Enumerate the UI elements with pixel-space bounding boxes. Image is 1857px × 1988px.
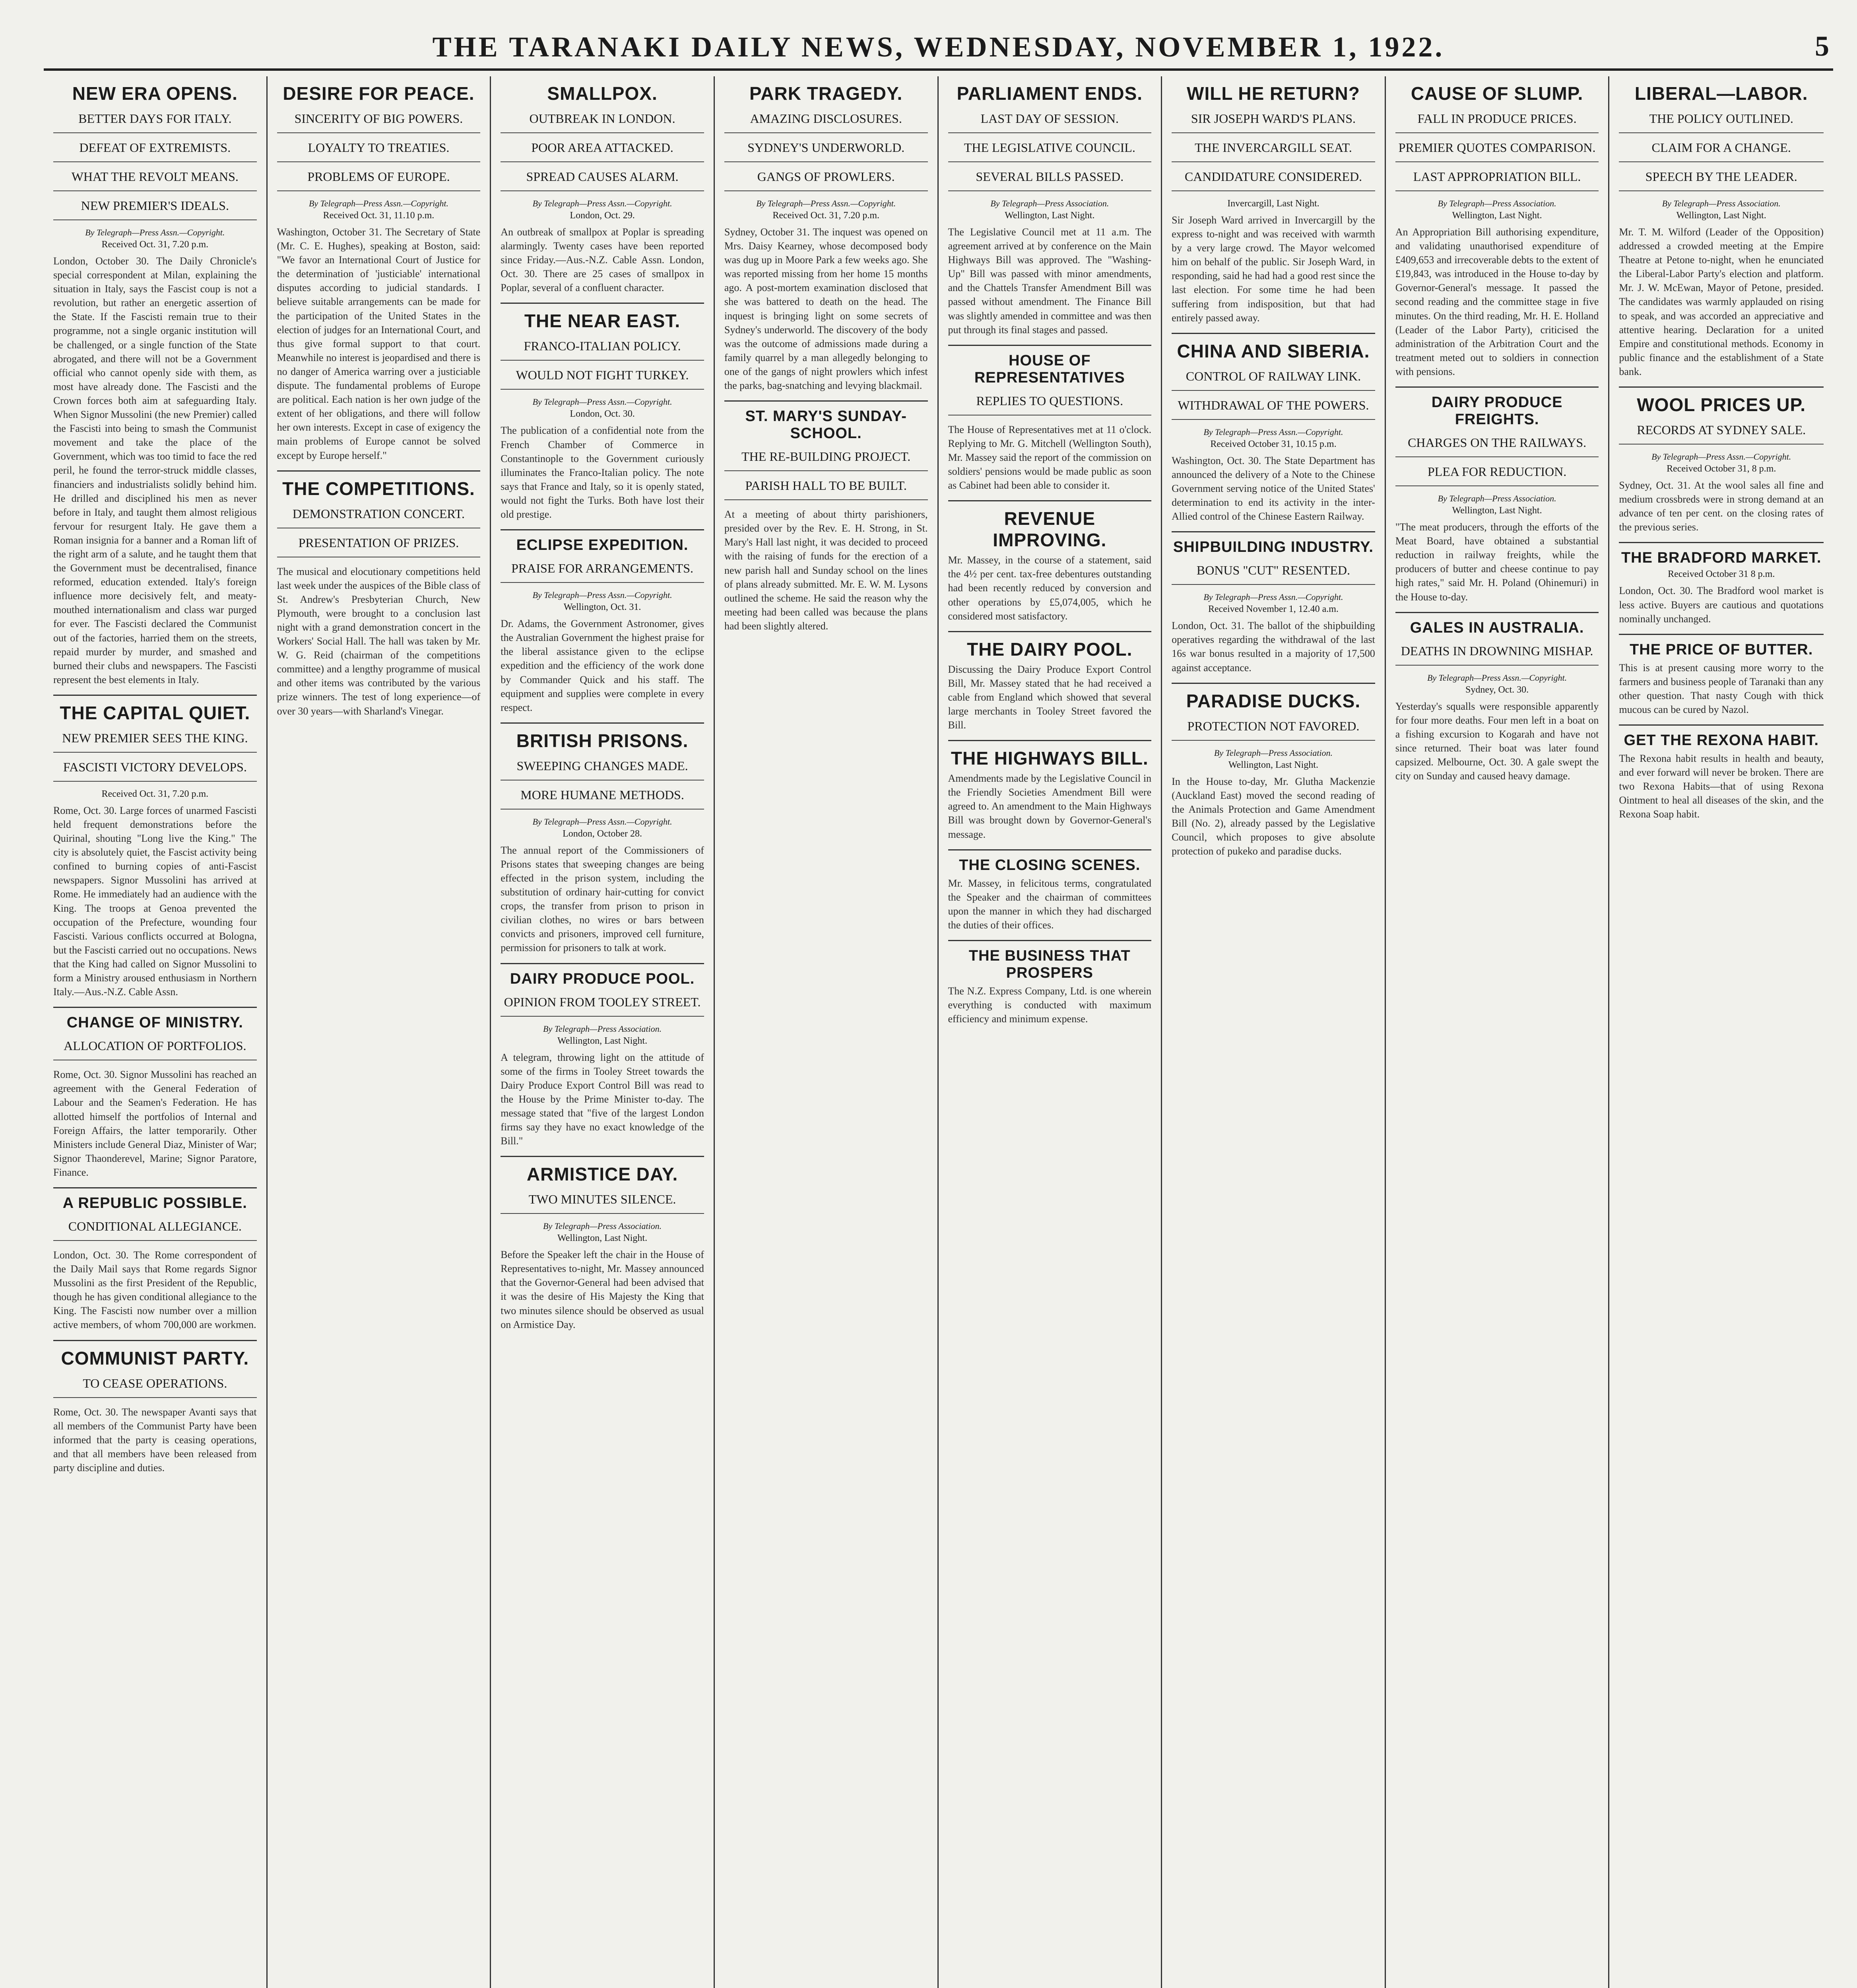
article bbox=[53, 1187, 257, 1332]
article-headline: GET THE REXONA HABIT. bbox=[1624, 732, 1819, 749]
article-body: Washington, Oct. 30. The State Department has announced the delivery of a Note to the Chinese Government serving notice of the United States' determination to end its activity in the inter-Allied control of the Chinese Eastern Railway. bbox=[1172, 454, 1375, 522]
article-divider bbox=[501, 303, 704, 304]
article-subheading: FASCISTI VICTORY DEVELOPS. bbox=[53, 760, 257, 782]
article-byline: By Telegraph—Press Association. bbox=[543, 1221, 662, 1231]
article-headline: THE BUSINESS THAT PROSPERS bbox=[968, 947, 1131, 981]
article-subheading: THE RE-BUILDING PROJECT. bbox=[724, 449, 928, 471]
article-body: "The meat producers, through the efforts of the Meat Board, have obtained a substantial reduction in railway freights, while the producers of butter and cheese continue to pay high rates," said Mr. H. Poland (Ohinemuri) in the House to-day. bbox=[1395, 521, 1599, 603]
article-body: Rome, Oct. 30. Large forces of unarmed Fascisti held frequent demonstrations before the Quirinal, shouting "Long live the King." The city is absolutely quiet, the Fascist activity being confined to burning copies of anti-Fascist newspapers. Signor Mussolini has arrived at Rome. He immediately had an audience with the King. The troops at Genoa prevented the occupation of the Prefecture, wounding four Fascisti. Various conflicts occurred at Bologna, but the Fascisti carried out no occupations. News that the King had called on Signor Mussolini to form a Ministry aroused enthusiasm in Northern Italy.—Aus.-N.Z. Cable Assn. bbox=[53, 804, 257, 998]
article-dateline: Wellington, Last Night. bbox=[557, 1035, 648, 1046]
article bbox=[948, 849, 1152, 932]
article-body: Rome, Oct. 30. Signor Mussolini has reached an agreement with the General Federation of Labour and the Seamen's Federation. He has allotted himself the portfolios of Internal and Foreign Affairs, the latter temporarily. Other Ministers include General Diaz, Minister of War; Signor Thaonderevel, Marine; Signor Paratore, Finance. bbox=[53, 1069, 257, 1178]
masthead bbox=[44, 16, 1833, 71]
article-divider bbox=[948, 345, 1152, 346]
article bbox=[1395, 83, 1599, 379]
article-subheading: CANDIDATURE CONSIDERED. bbox=[1172, 169, 1375, 191]
article-subheading: SEVERAL BILLS PASSED. bbox=[948, 169, 1152, 191]
news-column bbox=[44, 76, 268, 1988]
article-headline: DAIRY PRODUCE FREIGHTS. bbox=[1431, 394, 1563, 428]
article-divider bbox=[1619, 724, 1824, 726]
article bbox=[1395, 386, 1599, 604]
article-headline: THE BRADFORD MARKET. bbox=[1621, 549, 1822, 567]
article bbox=[501, 722, 704, 955]
article-byline: By Telegraph—Press Assn.—Copyright. bbox=[85, 227, 225, 237]
article-dateline: Sydney, Oct. 30. bbox=[1465, 684, 1529, 695]
article-subheading: CLAIM FOR A CHANGE. bbox=[1619, 140, 1824, 162]
article bbox=[53, 695, 257, 999]
article-subheading: NEW PREMIER'S IDEALS. bbox=[53, 198, 257, 220]
article-subheading: FALL IN PRODUCE PRICES. bbox=[1395, 111, 1599, 133]
article-dateline: Wellington, Last Night. bbox=[1452, 505, 1542, 516]
article-headline: GALES IN AUSTRALIA. bbox=[1410, 619, 1584, 636]
article-divider bbox=[53, 1007, 257, 1008]
article-dateline: Received Oct. 31, 7.20 p.m. bbox=[772, 210, 879, 221]
article-body: London, Oct. 30. The Bradford wool market is less active. Buyers are cautious and quotations nominally unchanged. bbox=[1619, 585, 1824, 625]
article-dateline: Received October 31, 10.15 p.m. bbox=[1210, 439, 1337, 449]
news-column bbox=[939, 76, 1162, 1988]
article-body: Before the Speaker left the chair in the House of Representatives to-night, Mr. Massey announced that the Governor-General had been advised that it was the desire of His Majesty the King that two minutes silence should be observed as usual on Armistice Day. bbox=[501, 1249, 704, 1330]
article-body: An Appropriation Bill authorising expenditure, and validating unauthorised expenditure of £409,653 and irrecoverable debts to the extent of £19,843, was introduced in the House to-day by Governor-General's message. It passed the second reading and the committee stage in five minutes. On the third reading, Mr. H. E. Holland (Leader of the Labor Party), criticised the administration of the Arbitration Court and the treatment meted out to soldiers in connection with pensions. bbox=[1395, 226, 1599, 377]
article-subheading: OPINION FROM TOOLEY STREET. bbox=[501, 995, 704, 1017]
article-divider bbox=[53, 1340, 257, 1341]
article-byline: By Telegraph—Press Assn.—Copyright. bbox=[1427, 672, 1567, 683]
news-column bbox=[1162, 76, 1386, 1988]
article-divider bbox=[1619, 634, 1824, 635]
article-byline: By Telegraph—Press Association. bbox=[1214, 747, 1333, 758]
article-body: Mr. Massey, in felicitous terms, congratulated the Speaker and the chairman of committees upon the manner in which they had discharged the duties of their offices. bbox=[948, 877, 1152, 931]
article-subheading: DEFEAT OF EXTREMISTS. bbox=[53, 140, 257, 162]
article-byline: By Telegraph—Press Assn.—Copyright. bbox=[532, 816, 672, 827]
article bbox=[1395, 612, 1599, 783]
article-body: London, Oct. 30. The Rome correspondent of the Daily Mail says that Rome regards Signor Mussolini as the first President of the Republic, though he has given conditional allegiance to the King. The Fascisti now number over a million active members, of whom 700,000 are workmen. bbox=[53, 1249, 257, 1331]
article-body: Yesterday's squalls were responsible apparently for four more deaths. Four men left in a boat on a fishing excursion to Kogarah and have not since returned. Their boat was later found capsized. Melbourne, Oct. 30. A gale swept the city on Sunday and caused heavy damage. bbox=[1395, 700, 1599, 782]
article-subheading: SYDNEY'S UNDERWORLD. bbox=[724, 140, 928, 162]
article-divider bbox=[501, 722, 704, 724]
article-subheading: SWEEPING CHANGES MADE. bbox=[501, 759, 704, 780]
article-headline: NEW ERA OPENS. bbox=[72, 83, 238, 104]
article-body: London, October 30. The Daily Chronicle's special correspondent at Milan, explaining the situation in Italy, says the Fascist coup is not a revolution, but rather an energetic assertion of the State. If the Fascisti remain true to their programme, not a single organic institution will be challenged, or a single function of the State abrogated, and there will not be a Government official who cannot openly side with them, as most have already done. The Fascisti and the Crown forces both aim at safeguarding Italy. When Signor Mussolini (the new Premier) called the Fascisti into being to smash the Communist movement and take the place of the Government, which was too timid to face the red peril, he found the terror-struck middle classes, financiers and industrialists solidly behind him. He drilled and disciplined his men as never before in Italy, and taught them almost religious fervour for resurgent Italy. He gave them a Roman insignia for a banner and a Roman lift of the right arm of a salute, and he taught them that the Government must be decentralised, finance reformed, education extended. Italy's foreign influence more decisively felt, and meaty-mouthed internationalism and class war purged for ever. The Fascisti declared the Communist out of the factories, harried them on the streets, repaid murder by murder, and smashed and burned their clubs and newspapers. The Fascisti represent the best elements in Italy. bbox=[53, 255, 257, 685]
article-dateline: Wellington, Last Night. bbox=[1676, 210, 1766, 221]
article-subheading: PRESENTATION OF PRIZES. bbox=[277, 536, 481, 557]
article-subheading: PROTECTION NOT FAVORED. bbox=[1172, 719, 1375, 741]
article-headline: CHANGE OF MINISTRY. bbox=[66, 1014, 243, 1031]
article-byline: By Telegraph—Press Assn.—Copyright. bbox=[532, 397, 672, 407]
article-divider bbox=[53, 1187, 257, 1188]
article bbox=[501, 83, 704, 295]
article-divider bbox=[1172, 333, 1375, 334]
article-headline: CAUSE OF SLUMP. bbox=[1411, 83, 1583, 104]
article-subheading: CONTROL OF RAILWAY LINK. bbox=[1172, 369, 1375, 391]
article-dateline: Wellington, Last Night. bbox=[1452, 210, 1542, 221]
article-divider bbox=[948, 631, 1152, 632]
columns bbox=[44, 76, 1833, 1988]
article-body: The Rexona habit results in health and beauty, and ever forward will never be broken. There are two Rexona Habits—that of using Rexona Ointment to heal all diseases of the skin, and the Rexona Soap habit. bbox=[1619, 753, 1824, 820]
article bbox=[1619, 634, 1824, 716]
article-headline: SHIPBUILDING INDUSTRY. bbox=[1173, 539, 1374, 556]
article-subheading: AMAZING DISCLOSURES. bbox=[724, 111, 928, 133]
article bbox=[501, 1156, 704, 1332]
article-dateline: Received October 31 8 p.m. bbox=[1668, 569, 1775, 580]
article-subheading: PROBLEMS OF EUROPE. bbox=[277, 169, 481, 191]
article-body: Sir Joseph Ward arrived in Invercargill by the express to-night and was received with warmth by a very large crowd. The Mayor welcomed him on behalf of the public. Sir Joseph Ward, in responding, said he had had a good rest since the last election. For some time he had been suffering from indisposition, but that had entirely passed away. bbox=[1172, 214, 1375, 324]
article-subheading: PRAISE FOR ARRANGEMENTS. bbox=[501, 561, 704, 583]
article bbox=[1172, 333, 1375, 523]
article bbox=[1619, 542, 1824, 625]
article-headline: THE CLOSING SCENES. bbox=[959, 856, 1141, 874]
article-dateline: Received Oct. 31, 7.20 p.m. bbox=[101, 239, 209, 250]
article-body: At a meeting of about thirty parishioners, presided over by the Rev. E. H. Strong, in St. Mary's Hall last night, it was decided to proceed with the raising of funds for the erection of a new parish hall and Sunday school on the lines of plans already submitted. Mr. E. W. M. Lysons outlined the scheme. He said the reason why the meeting had been called was because the plans had been slightly altered. bbox=[724, 509, 928, 632]
article-byline: By Telegraph—Press Assn.—Copyright. bbox=[1651, 452, 1791, 462]
article-dateline: Wellington, Oct. 31. bbox=[563, 602, 641, 613]
article-divider bbox=[501, 1156, 704, 1157]
article-subheading: GANGS OF PROWLERS. bbox=[724, 169, 928, 191]
article-divider bbox=[501, 529, 704, 530]
news-column bbox=[1386, 76, 1610, 1988]
article bbox=[948, 631, 1152, 732]
news-column bbox=[1609, 76, 1833, 1988]
article-body: Dr. Adams, the Government Astronomer, gives the Australian Government the highest praise for the liberal assistance given to the eclipse expedition and the efficiency of the work done by Commander Quick and his staff. The equipment and supplies were complete in every respect. bbox=[501, 618, 704, 713]
article-byline: By Telegraph—Press Association. bbox=[543, 1023, 662, 1034]
article-headline: SMALLPOX. bbox=[547, 83, 658, 104]
article-dateline: Received November 1, 12.40 a.m. bbox=[1208, 604, 1339, 615]
article bbox=[277, 470, 481, 718]
article-subheading: THE INVERCARGILL SEAT. bbox=[1172, 140, 1375, 162]
article-dateline: Received Oct. 31, 7.20 p.m. bbox=[101, 788, 209, 799]
article bbox=[53, 83, 257, 687]
article-headline: ECLIPSE EXPEDITION. bbox=[516, 537, 689, 554]
article-body: The House of Representatives met at 11 o'clock. Replying to Mr. G. Mitchell (Wellington South), Mr. Massey said the report of the commission on soldiers' pensions would be made public as soon as Cabinet had been able to consider it. bbox=[948, 423, 1152, 491]
article-subheading: PREMIER QUOTES COMPARISON. bbox=[1395, 140, 1599, 162]
article-subheading: ALLOCATION OF PORTFOLIOS. bbox=[53, 1039, 257, 1060]
article-divider bbox=[948, 940, 1152, 941]
article-byline: By Telegraph—Press Association. bbox=[1438, 493, 1556, 504]
article-headline: A REPUBLIC POSSIBLE. bbox=[62, 1194, 247, 1211]
article-subheading: REPLIES TO QUESTIONS. bbox=[948, 394, 1152, 415]
article-byline: By Telegraph—Press Assn.—Copyright. bbox=[1203, 592, 1343, 602]
article-body: The annual report of the Commissioners of Prisons states that sweeping changes are being effected in the prison system, including the substitution of ordinary hair-cutting for convict crops, the transfer from prison to prison in civilian clothes, no wires or bars between convicts and prisoners, improved cell furniture, permission for prisoners to talk at work. bbox=[501, 844, 704, 954]
article-dateline: Wellington, Last Night. bbox=[1005, 210, 1095, 221]
article-subheading: RECORDS AT SYDNEY SALE. bbox=[1619, 423, 1824, 445]
page-number: 5 bbox=[1815, 30, 1829, 62]
article-subheading: PARISH HALL TO BE BUILT. bbox=[724, 478, 928, 500]
article-body: An outbreak of smallpox at Poplar is spreading alarmingly. Twenty cases have been reported since Friday.—Aus.-N.Z. Cable Assn. London, Oct. 30. There are 25 cases of smallpox in Poplar, several of a confluent character. bbox=[501, 226, 704, 294]
article-subheading: LAST DAY OF SESSION. bbox=[948, 111, 1152, 133]
article-dateline: Wellington, Last Night. bbox=[557, 1233, 648, 1244]
article-divider bbox=[501, 963, 704, 964]
article bbox=[501, 529, 704, 714]
article-dateline: London, October 28. bbox=[563, 828, 642, 839]
article-headline: PARADISE DUCKS. bbox=[1186, 690, 1361, 711]
article-subheading: CHARGES ON THE RAILWAYS. bbox=[1395, 435, 1599, 457]
article-body: Amendments made by the Legislative Council in the Friendly Societies Amendment Bill were agreed to. An amendment to the Main Highways Bill was brought down by Governor-General's message. bbox=[948, 773, 1152, 840]
article-dateline: Received October 31, 8 p.m. bbox=[1667, 464, 1776, 474]
article-body: A telegram, throwing light on the attitude of some of the firms in Tooley Street towards the Dairy Produce Export Control Bill was read to the House by the Prime Minister to-day. The message stated that "five of the largest London firms say they have no exact knowledge of the Bill." bbox=[501, 1051, 704, 1147]
article-headline: COMMUNIST PARTY. bbox=[61, 1347, 249, 1369]
article-byline: By Telegraph—Press Assn.—Copyright. bbox=[756, 198, 896, 208]
article-subheading: WHAT THE REVOLT MEANS. bbox=[53, 169, 257, 191]
article-divider bbox=[1619, 542, 1824, 543]
article-subheading: THE LEGISLATIVE COUNCIL. bbox=[948, 140, 1152, 162]
article-body: The publication of a confidential note from the French Chamber of Commerce in Constantinople to the Government curiously illuminates the Franco-Italian policy. The note says that France and Italy, so it is openly stated, would not fight the Turks. Both have lost their old prestige. bbox=[501, 425, 704, 520]
article-byline: By Telegraph—Press Association. bbox=[990, 198, 1109, 208]
article-subheading: OUTBREAK IN LONDON. bbox=[501, 111, 704, 133]
article-body: This is at present causing more worry to the farmers and business people of Taranaki than any other question. That nasty Cough with thick mucous can be cured by Nazol. bbox=[1619, 662, 1824, 715]
article-subheading: SPEECH BY THE LEADER. bbox=[1619, 169, 1824, 191]
article-body: Mr. T. M. Wilford (Leader of the Opposition) addressed a crowded meeting at the Empire Theatre at Petone to-night, when he enunciated the Liberal-Labor Party's election and platform. Mr. J. W. McEwan, Mayor of Petone, presided. The candidates was warmly applauded on rising to speak, and was accorded an appreciative and attentive hearing. Declaration for a united Empire and constitutional methods. Economy in public finance and the establishment of a State bank. bbox=[1619, 226, 1824, 377]
article bbox=[948, 740, 1152, 841]
article-divider bbox=[948, 500, 1152, 501]
article bbox=[948, 500, 1152, 623]
article-body: Discussing the Dairy Produce Export Control Bill, Mr. Massey stated that he had received a cable from England which showed that several large merchants in Tooley Street favored the Bill. bbox=[948, 663, 1152, 731]
article-body: Sydney, Oct. 31. At the wool sales all fine and medium crossbreds were in strong demand at an advance of ten per cent. on the closing rates of the previous series. bbox=[1619, 480, 1824, 533]
article bbox=[1172, 683, 1375, 858]
article-divider bbox=[1395, 386, 1599, 388]
article-subheading: BETTER DAYS FOR ITALY. bbox=[53, 111, 257, 133]
article-headline: WILL HE RETURN? bbox=[1187, 83, 1360, 104]
article-headline: THE NEAR EAST. bbox=[524, 311, 681, 332]
article-divider bbox=[724, 400, 928, 402]
article-headline: THE HIGHWAYS BILL. bbox=[951, 748, 1149, 769]
article bbox=[948, 83, 1152, 337]
masthead-title: THE TARANAKI DAILY NEWS, WEDNESDAY, NOVEMBER 1, 1922. bbox=[432, 31, 1445, 63]
article-subheading: SIR JOSEPH WARD'S PLANS. bbox=[1172, 111, 1375, 133]
article-subheading: CONDITIONAL ALLEGIANCE. bbox=[53, 1219, 257, 1241]
article bbox=[1619, 83, 1824, 379]
article-subheading: THE POLICY OUTLINED. bbox=[1619, 111, 1824, 133]
article-body: The Legislative Council met at 11 a.m. The agreement arrived at by conference on the Main Highways Bill was approved. The "Washing-Up" Bill was passed with minor amendments, and the Chattels Transfer Amendment Bill was passed without amendment. The Finance Bill was slightly amended in committee and was then put through its final stages and passed. bbox=[948, 226, 1152, 336]
article-subheading: LAST APPROPRIATION BILL. bbox=[1395, 169, 1599, 191]
article bbox=[1619, 386, 1824, 534]
article-byline: By Telegraph—Press Association. bbox=[1662, 198, 1781, 208]
article-headline: PARLIAMENT ENDS. bbox=[957, 83, 1143, 104]
article-headline: THE COMPETITIONS. bbox=[282, 478, 475, 499]
article-divider bbox=[1172, 531, 1375, 532]
article-byline: By Telegraph—Press Assn.—Copyright. bbox=[532, 198, 672, 208]
article-body: In the House to-day, Mr. Glutha Mackenzie (Auckland East) moved the second reading of the Animals Protection and Game Amendment Bill (No. 2), already passed by the Legislative Council, which proposes to give absolute protection of pukeko and paradise ducks. bbox=[1172, 775, 1375, 857]
article-subheading: WOULD NOT FIGHT TURKEY. bbox=[501, 368, 704, 390]
article bbox=[277, 83, 481, 462]
article-body: The musical and elocutionary competitions held last week under the auspices of the Bible class of St. Andrew's Presbyterian Church, New Plymouth, were brought to a conclusion last night with a grand demonstration concert in the Workers' Social Hall. The hall was taken by Mr. W. G. Reid (chairman of the competitions committee) and a lengthy programme of musical and other items was contributed by the various prize winners. The test of long experience—of over 30 years—with Sharland's Vinegar. bbox=[277, 565, 481, 717]
article-subheading: POOR AREA ATTACKED. bbox=[501, 140, 704, 162]
article-subheading: LOYALTY TO TREATIES. bbox=[277, 140, 481, 162]
article bbox=[948, 940, 1152, 1026]
article-subheading: BONUS "CUT" RESENTED. bbox=[1172, 563, 1375, 585]
article-dateline: Wellington, Last Night. bbox=[1228, 759, 1318, 770]
article-headline: THE DAIRY POOL. bbox=[967, 639, 1133, 660]
news-column bbox=[268, 76, 491, 1988]
article-byline: By Telegraph—Press Assn.—Copyright. bbox=[532, 590, 672, 600]
article-subheading: TO CEASE OPERATIONS. bbox=[53, 1376, 257, 1398]
article-headline: DAIRY PRODUCE POOL. bbox=[510, 970, 695, 987]
article-byline: By Telegraph—Press Assn.—Copyright. bbox=[309, 198, 449, 208]
article-headline: LIBERAL—LABOR. bbox=[1634, 83, 1808, 104]
article-subheading: DEMONSTRATION CONCERT. bbox=[277, 507, 481, 528]
article-subheading: WITHDRAWAL OF THE POWERS. bbox=[1172, 398, 1375, 420]
article bbox=[1172, 531, 1375, 674]
article bbox=[1172, 83, 1375, 325]
article-headline: CHINA AND SIBERIA. bbox=[1177, 340, 1370, 361]
article-dateline: London, Oct. 30. bbox=[570, 409, 635, 419]
article-headline: BRITISH PRISONS. bbox=[516, 730, 689, 751]
article-headline: THE PRICE OF BUTTER. bbox=[1630, 641, 1813, 658]
article-subheading: SPREAD CAUSES ALARM. bbox=[501, 169, 704, 191]
article-divider bbox=[1172, 683, 1375, 684]
article-headline: PARK TRAGEDY. bbox=[749, 83, 903, 104]
article bbox=[501, 303, 704, 521]
article-dateline: Received Oct. 31, 11.10 p.m. bbox=[323, 210, 435, 221]
article-subheading: SINCERITY OF BIG POWERS. bbox=[277, 111, 481, 133]
article-dateline: Invercargill, Last Night. bbox=[1227, 198, 1319, 209]
article-dateline: London, Oct. 29. bbox=[570, 210, 635, 221]
article-headline: WOOL PRICES UP. bbox=[1637, 394, 1806, 415]
article-byline: By Telegraph—Press Association. bbox=[1438, 198, 1556, 208]
article-body: The N.Z. Express Company, Ltd. is one wherein everything is conducted with maximum efficiency and minimum expense. bbox=[948, 985, 1152, 1025]
article bbox=[53, 1340, 257, 1475]
article-divider bbox=[277, 470, 481, 472]
article-headline: ARMISTICE DAY. bbox=[526, 1164, 678, 1185]
article-divider bbox=[1395, 612, 1599, 613]
article-divider bbox=[948, 740, 1152, 741]
article-divider bbox=[1619, 386, 1824, 388]
article-headline: HOUSE OF REPRESENTATIVES bbox=[974, 352, 1125, 386]
article-subheading: MORE HUMANE METHODS. bbox=[501, 788, 704, 810]
article-body: Mr. Massey, in the course of a statement, said the 4½ per cent. tax-free debentures outstanding had been recently reduced by conversion and other operations by £5,074,005, which he considered most satisfactory. bbox=[948, 554, 1152, 622]
news-column bbox=[491, 76, 715, 1988]
article-divider bbox=[948, 849, 1152, 850]
article-body: Sydney, October 31. The inquest was opened on Mrs. Daisy Kearney, whose decomposed body was dug up in Moore Park a few weeks ago. She was reported missing from her home 15 months ago. A post-mortem examination disclosed that she was battered to death on the head. The inquest is bringing light on some secrets of Sydney's underworld. The discovery of the body was the outcome of admissions made during a family quarrel by a man allegedly belonging to one of the gangs of night prowlers which infest the parks, bag-snatching and levying blackmail. bbox=[724, 226, 928, 392]
article-body: Rome, Oct. 30. The newspaper Avanti says that all members of the Communist Party have been informed that the party is ceasing operations, and that all members have been released from party discipline and duties. bbox=[53, 1406, 257, 1474]
article bbox=[501, 963, 704, 1148]
article-headline: DESIRE FOR PEACE. bbox=[283, 83, 475, 104]
article-subheading: NEW PREMIER SEES THE KING. bbox=[53, 731, 257, 753]
article-subheading: PLEA FOR REDUCTION. bbox=[1395, 464, 1599, 486]
article bbox=[53, 1007, 257, 1179]
article-headline: REVENUE IMPROVING. bbox=[993, 508, 1107, 551]
news-column bbox=[715, 76, 939, 1988]
article-headline: ST. MARY'S SUNDAY-SCHOOL. bbox=[745, 408, 907, 442]
article bbox=[724, 83, 928, 392]
article-body: Washington, October 31. The Secretary of State (Mr. C. E. Hughes), speaking at Boston, said: "We favor an International Court of Justice for the determination of 'justiciable' international disputes according to judicial standards. I believe suitable arrangements can be made for the participation of the United States in the election of judges for an International Court, and thus give formal support to that court. Meanwhile no interest is jeopardised and there is no danger of America warring over a justiciable dispute. The fundamental problems of Europe are political. Each nation is her own judge of the extent of her obligations, and there will follow her own interests. Except in case of exigency the main problems of Europe cannot be solved except by Europe herself." bbox=[277, 226, 481, 461]
article bbox=[1619, 724, 1824, 821]
article-headline: THE CAPITAL QUIET. bbox=[60, 702, 250, 723]
article-body: London, Oct. 31. The ballot of the shipbuilding operatives regarding the withdrawal of the last 16s war bonus resulted in a majority of 17,500 against acceptance. bbox=[1172, 620, 1375, 674]
article-subheading: DEATHS IN DROWNING MISHAP. bbox=[1395, 644, 1599, 666]
article-divider bbox=[53, 695, 257, 696]
article-subheading: TWO MINUTES SILENCE. bbox=[501, 1192, 704, 1214]
article-byline: By Telegraph—Press Assn.—Copyright. bbox=[1203, 427, 1343, 437]
article bbox=[724, 400, 928, 633]
article bbox=[948, 345, 1152, 492]
article-subheading: FRANCO-ITALIAN POLICY. bbox=[501, 339, 704, 361]
